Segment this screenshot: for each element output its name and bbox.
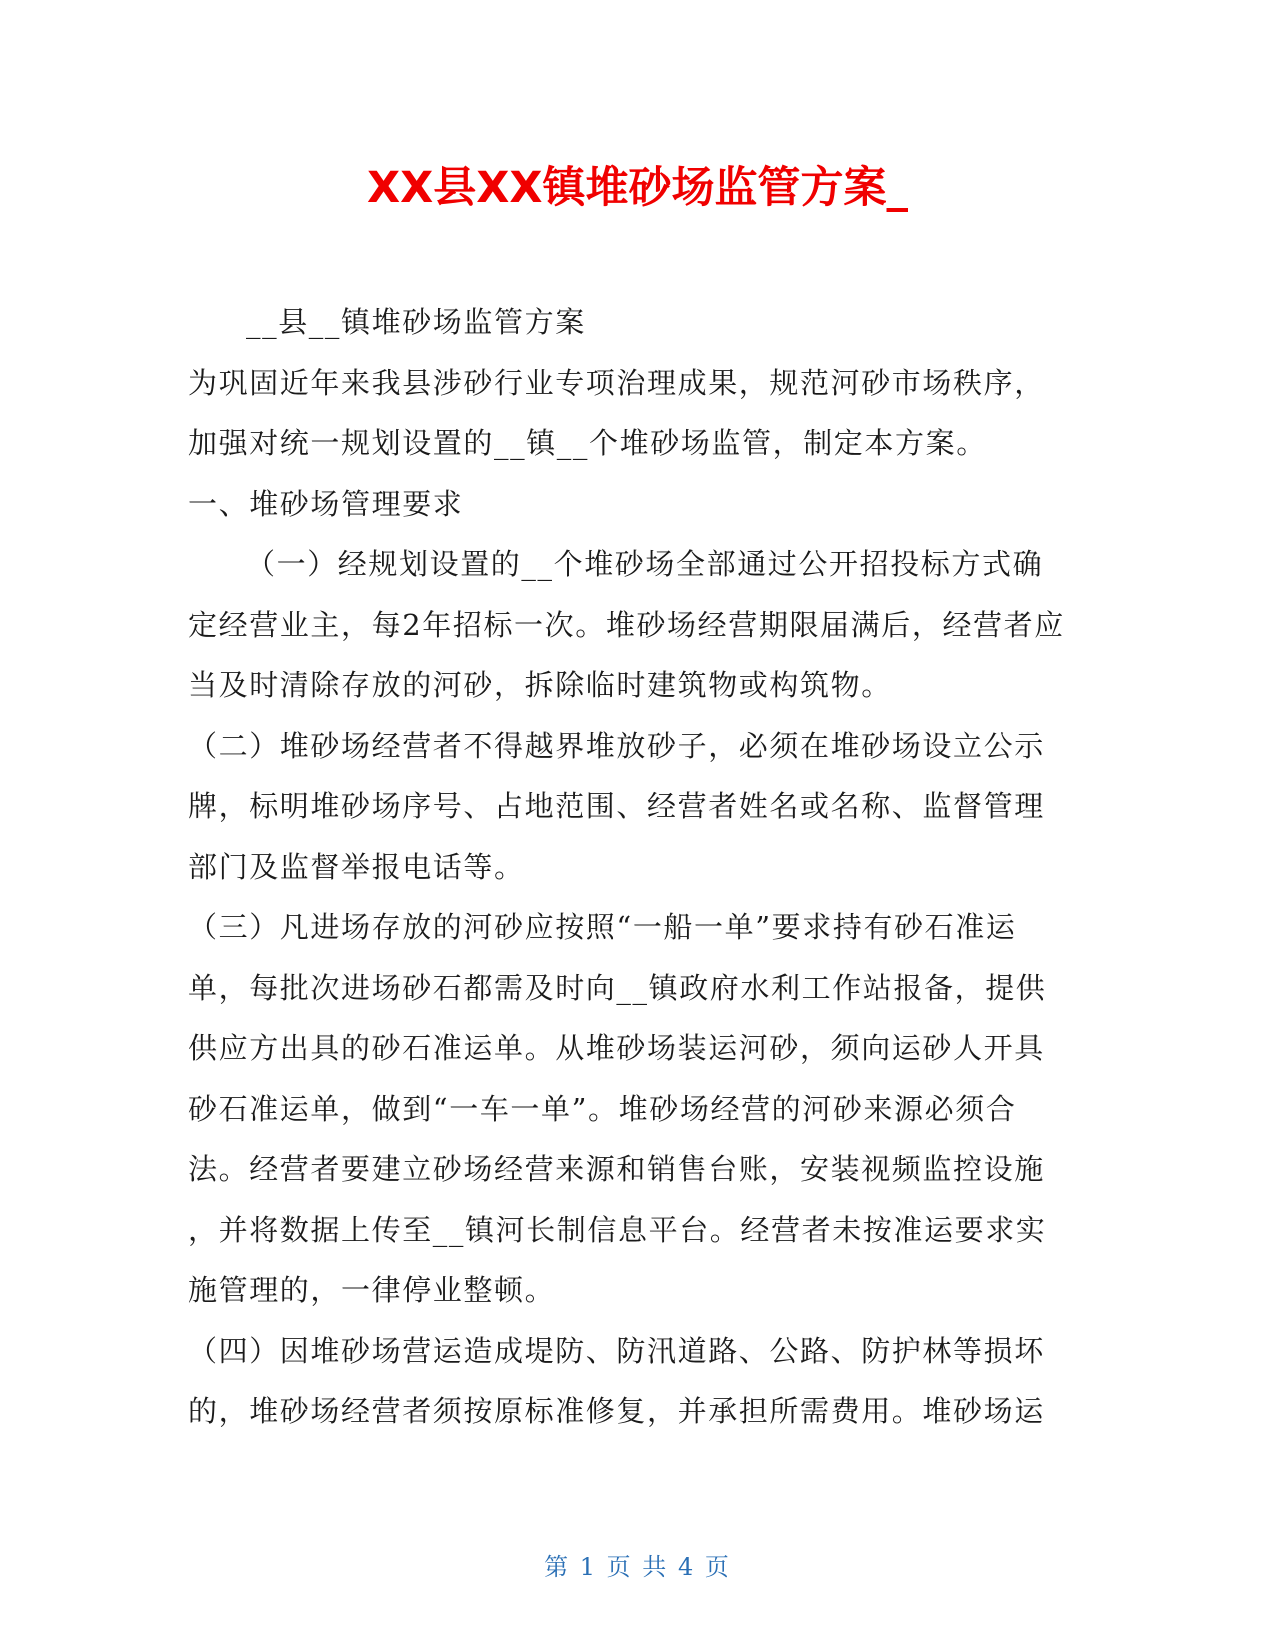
paragraph-line: （一）经规划设置的__个堆砂场全部通过公开招投标方式确 [246,547,1044,581]
page-number-footer: 第 1 页 共 4 页 [544,1553,731,1581]
paragraph-line: （二）堆砂场经营者不得越界堆放砂子，必须在堆砂场设立公示 [188,728,1045,763]
paragraph-line: （四）因堆砂场营运造成堤防、防汛道路、公路、防护林等损坏 [188,1333,1045,1368]
paragraph-line: 法。经营者要建立砂场经营来源和销售台账，安装视频监控设施 [188,1152,1045,1186]
paragraph-line: 定经营业主，每2年招标一次。堆砂场经营期限届满后，经营者应 [188,607,1065,642]
paragraph-line: 牌，标明堆砂场序号、占地范围、经营者姓名或名称、监督管理 [188,789,1045,823]
paragraph-line: 当及时清除存放的河砂，拆除临时建筑物或构筑物。 [188,668,892,702]
subtitle-line: __县__镇堆砂场监管方案 [246,305,586,339]
paragraph-line: 单，每批次进场砂石都需及时向__镇政府水利工作站报备，提供 [188,970,1047,1005]
paragraph-line: 砂石准运单，做到“一车一单”。堆砂场经营的河砂来源必须合 [188,1091,1017,1126]
paragraph-line: 为巩固近年来我县涉砂行业专项治理成果，规范河砂市场秩序， [188,365,1045,400]
paragraph-line: ，并将数据上传至__镇河长制信息平台。经营者未按准运要求实 [188,1212,1047,1247]
paragraph-line: 部门及监督举报电话等。 [188,849,525,884]
paragraph-line: 加强对统一规划设置的__镇__个堆砂场监管，制定本方案。 [188,426,987,460]
paragraph-line: 供应方出具的砂石准运单。从堆砂场装运河砂，须向运砂人开具 [188,1031,1045,1065]
document-title: XX县XX镇堆砂场监管方案_ [366,163,909,213]
section-heading: 一、堆砂场管理要求 [188,486,464,521]
paragraph-line: 的，堆砂场经营者须按原标准修复，并承担所需费用。堆砂场运 [188,1394,1045,1428]
document-body [188,292,1068,1442]
paragraph-line: （三）凡进场存放的河砂应按照“一船一单”要求持有砂石准运 [188,910,1017,944]
paragraph-line: 施管理的，一律停业整顿。 [188,1273,556,1307]
